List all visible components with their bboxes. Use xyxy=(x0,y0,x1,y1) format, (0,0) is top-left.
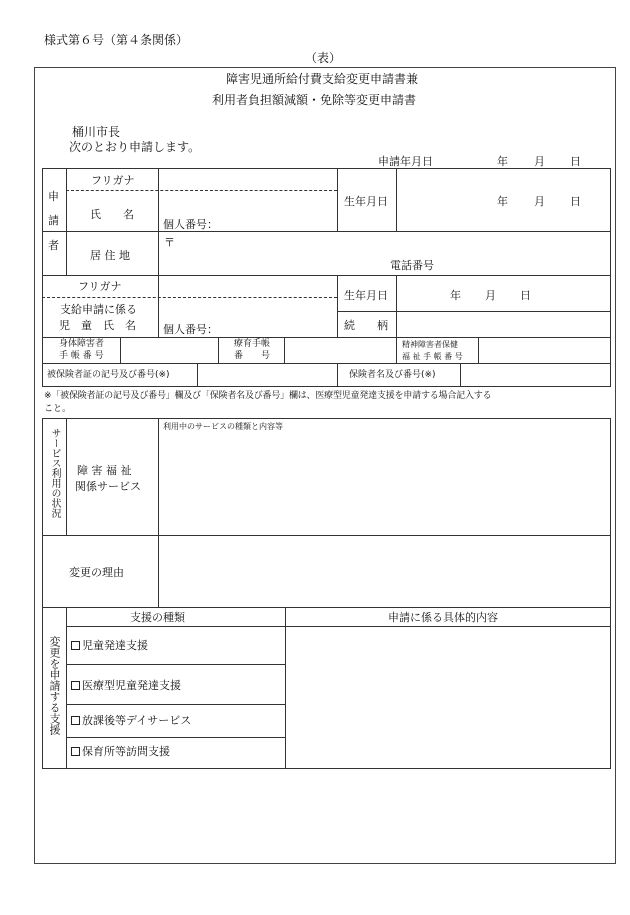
child-birth-year: 年 xyxy=(450,289,461,302)
applicant-furigana-label: フリガナ xyxy=(91,174,135,187)
postal-mark: 〒 xyxy=(164,236,175,249)
applicant-name-label: 氏 名 xyxy=(90,208,134,221)
applicant-birth-year: 年 xyxy=(497,195,508,208)
title-line-2: 利用者負担額減額・免除等変更申請書 xyxy=(212,93,417,107)
mental-handbook-label-1: 精神障害者保健 xyxy=(402,340,458,349)
applicant-label-2: 請 xyxy=(48,214,59,227)
applicant-birth-day: 日 xyxy=(570,195,581,208)
checkbox-child-development[interactable] xyxy=(71,641,80,650)
physical-handbook-label-2: 手 帳 番 号 xyxy=(59,351,104,361)
child-individual-number-label: 個人番号： xyxy=(163,323,218,336)
child-furigana-label: フリガナ xyxy=(78,280,122,293)
form-number: 様式第６号（第４条関係） xyxy=(44,33,189,47)
child-birth-day: 日 xyxy=(520,289,531,302)
checkbox-medical-child-development[interactable] xyxy=(71,681,80,690)
application-day: 日 xyxy=(570,155,581,168)
service-usage-table xyxy=(42,418,611,608)
service-content-label: 利用中のサービスの種類と内容等 xyxy=(163,422,283,431)
request-text: 次のとおり申請します。 xyxy=(69,140,201,154)
applicant-label-3: 者 xyxy=(48,239,59,252)
recipient: 桶川市長 xyxy=(72,125,121,139)
support-change-section-label: 変更を申請する支援 xyxy=(48,636,61,735)
applicant-birth-month: 月 xyxy=(534,195,545,208)
physical-handbook-label-1: 身体障害者 xyxy=(59,339,105,349)
applicant-phone-label: 電話番号 xyxy=(390,259,434,272)
application-year: 年 xyxy=(497,155,508,168)
service-category-line-2: 関係サービス xyxy=(75,480,141,493)
note-line-2: こと。 xyxy=(44,404,72,414)
child-birthdate-label: 生年月日 xyxy=(344,289,388,302)
option-child-development: 児童発達支援 xyxy=(82,639,148,652)
child-relationship-label: 続 柄 xyxy=(344,319,388,332)
applicant-birthdate-label: 生年月日 xyxy=(344,195,388,208)
option-after-school-day-service: 放課後等デイサービス xyxy=(82,714,192,727)
mental-handbook-label-2: 福 祉 手 帳 番 号 xyxy=(402,352,463,361)
support-type-header: 支援の種類 xyxy=(130,611,185,624)
service-category-line-1: 障 害 福 祉 xyxy=(77,464,132,477)
side-label: （表） xyxy=(305,51,342,65)
application-month: 月 xyxy=(534,155,545,168)
child-name-label-1: 支給申請に係る xyxy=(60,303,137,316)
note-line-1: ※「被保険者証の記号及び番号」欄及び「保険者名及び番号」欄は、医療型児童発達支援を申請する場合記入する xyxy=(44,391,492,401)
applicant-label-1: 申 xyxy=(48,190,59,203)
applicant-address-label: 居 住 地 xyxy=(90,249,130,262)
support-details-header: 申請に係る具体的内容 xyxy=(388,611,498,624)
applicant-individual-number-label: 個人番号： xyxy=(163,218,218,231)
reason-label: 変更の理由 xyxy=(69,566,124,579)
insurance-card-label: 被保険者証の記号及び番号(※) xyxy=(47,370,170,380)
child-birth-month: 月 xyxy=(485,289,496,302)
title-line-1: 障害児通所給付費支給変更申請書兼 xyxy=(226,72,419,86)
checkbox-after-school-day-service[interactable] xyxy=(71,716,80,725)
rehab-handbook-label-2: 番 号 xyxy=(234,351,271,361)
rehab-handbook-label-1: 療育手帳 xyxy=(234,339,271,349)
option-nursery-visit-support: 保育所等訪問支援 xyxy=(82,745,170,758)
application-date-label: 申請年月日 xyxy=(378,155,433,168)
insurer-label: 保険者名及び番号(※) xyxy=(349,370,436,380)
option-medical-child-development: 医療型児童発達支援 xyxy=(82,679,181,692)
applicant-table xyxy=(42,168,611,387)
service-usage-section-label: サービス利用の状況 xyxy=(49,428,60,518)
child-name-label-2: 児 童 氏 名 xyxy=(59,319,136,332)
checkbox-nursery-visit-support[interactable] xyxy=(71,747,80,756)
